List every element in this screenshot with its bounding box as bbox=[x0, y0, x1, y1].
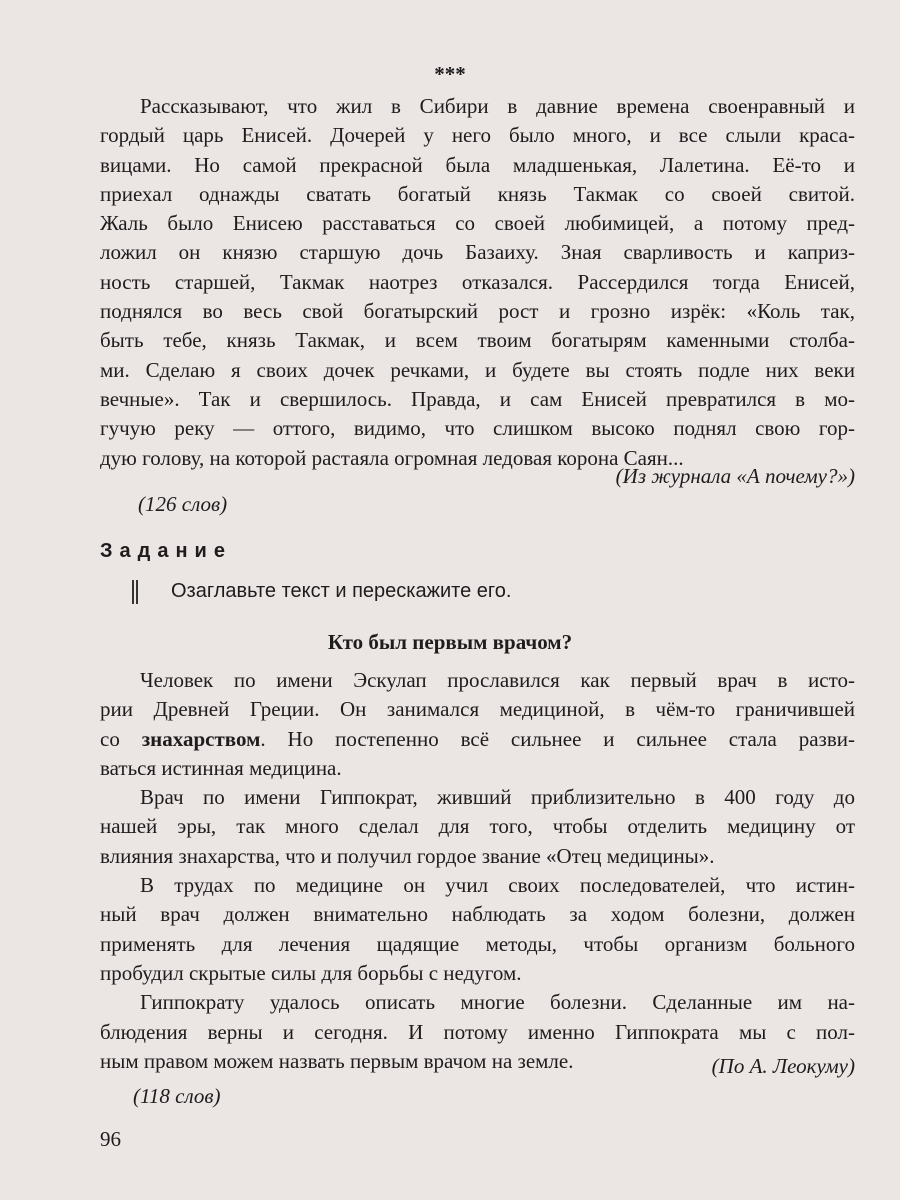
line-text: поднялся во весь свой богатырский рост и грозно изрёк: «Коль так, bbox=[100, 299, 855, 324]
bold-term: знахарством bbox=[141, 726, 261, 751]
line-text: нашей эры, так много сделал для того, чтобы отделить медицину от bbox=[100, 814, 855, 839]
line-text: В трудах по медицине он учил своих последователей, что истин- bbox=[140, 873, 855, 898]
line-text: блюдения верны и сегодня. И потому именно Гиппократа мы с пол- bbox=[100, 1019, 855, 1044]
line-text: вечные». Так и свершилось. Правда, и сам Енисей превратился в мо- bbox=[100, 386, 855, 411]
line-text: дую голову, на которой растаяла огромная ледовая корона Саян... bbox=[100, 445, 684, 470]
story1-text bbox=[100, 92, 855, 473]
text-line bbox=[100, 268, 855, 297]
story1-word-count: (126 слов) bbox=[138, 492, 228, 516]
text-line bbox=[100, 209, 855, 238]
line-text: ность старшей, Такмак наотрез отказался. Рассердился тогда Енисей, bbox=[100, 269, 855, 294]
text-line bbox=[100, 414, 855, 443]
line-text: рии Древней Греции. Он занимался медициной, в чём-то граничившей bbox=[100, 697, 855, 722]
story1-source: (Из журнала «А почему?») bbox=[615, 464, 855, 488]
text-line bbox=[100, 900, 855, 929]
text-line bbox=[100, 842, 855, 871]
text-line bbox=[100, 988, 855, 1017]
line-text: быть тебе, князь Такмак, и всем твоим богатырям каменными столба- bbox=[100, 328, 855, 353]
section-separator: *** bbox=[434, 62, 466, 86]
text-line bbox=[100, 871, 855, 900]
text-line bbox=[100, 92, 855, 121]
line-text: гордый царь Енисей. Дочерей у него было много, и все слыли краса- bbox=[100, 123, 855, 148]
text-line bbox=[100, 297, 855, 326]
text-line bbox=[100, 121, 855, 150]
line-text: . Но постепенно всё сильнее и сильнее стала разви- bbox=[260, 726, 855, 751]
text-line bbox=[100, 695, 855, 724]
line-text: ный врач должен внимательно наблюдать за ходом болезни, должен bbox=[100, 902, 855, 927]
page-number: 96 bbox=[100, 1127, 121, 1151]
line-text: со bbox=[100, 726, 142, 751]
line-text: гучую реку — оттого, видимо, что слишком высоко поднял свою гор- bbox=[100, 416, 855, 441]
line-text: Рассказывают, что жил в Сибири в давние времена своенравный и bbox=[140, 94, 855, 118]
story2-title: Кто был первым врачом? bbox=[327, 630, 573, 654]
line-text: ным правом можем назвать первым врачом на земле. bbox=[100, 1048, 574, 1073]
text-line bbox=[100, 326, 855, 355]
task-text: Озаглавьте текст и перескажите его. bbox=[171, 580, 512, 602]
line-text: Человек по имени Эскулап прославился как первый врач в исто- bbox=[140, 668, 855, 692]
text-line bbox=[100, 754, 855, 783]
line-text: Врач по имени Гиппократ, живший приблизительно в 400 году до bbox=[140, 785, 855, 810]
text-line bbox=[100, 930, 855, 959]
text-line bbox=[100, 385, 855, 414]
line-text: приехал однажды сватать богатый князь Такмак со своей свитой. bbox=[100, 181, 855, 206]
text-line bbox=[100, 812, 855, 841]
line-text: пробудил скрытые силы для борьбы с недугом. bbox=[100, 960, 522, 985]
text-line bbox=[100, 180, 855, 209]
line-text: ми. Сделаю я своих дочек речками, и будете вы стоять подле них веки bbox=[100, 357, 855, 382]
text-line bbox=[100, 666, 855, 695]
text-line bbox=[100, 356, 855, 385]
text-line bbox=[100, 725, 855, 754]
story2-source: (По А. Леокуму) bbox=[711, 1054, 855, 1078]
text-line bbox=[100, 959, 855, 988]
line-text: влияния знахарства, что и получил гордое звание «Отец медицины». bbox=[100, 843, 715, 868]
line-text: Жаль было Енисею расставаться со своей любимицей, а потому пред- bbox=[100, 211, 855, 236]
text-line bbox=[100, 1018, 855, 1047]
line-text: вицами. Но самой прекрасной была младшенькая, Лалетина. Её-то и bbox=[100, 152, 855, 177]
story2-text bbox=[100, 666, 855, 1076]
line-text: ложил он князю старшую дочь Базаиху. Зная сварливость и каприз- bbox=[100, 240, 855, 265]
task-marker-icon bbox=[132, 580, 138, 604]
text-line bbox=[100, 238, 855, 267]
line-text: ваться истинная медицина. bbox=[100, 755, 342, 780]
text-line bbox=[100, 151, 855, 180]
text-line bbox=[100, 783, 855, 812]
task-heading: Задание bbox=[100, 540, 232, 562]
line-text: применять для лечения щадящие методы, чтобы организм больного bbox=[100, 931, 855, 956]
line-text: Гиппократу удалось описать многие болезни. Сделанные им на- bbox=[140, 990, 855, 1015]
story2-word-count: (118 слов) bbox=[133, 1084, 221, 1108]
